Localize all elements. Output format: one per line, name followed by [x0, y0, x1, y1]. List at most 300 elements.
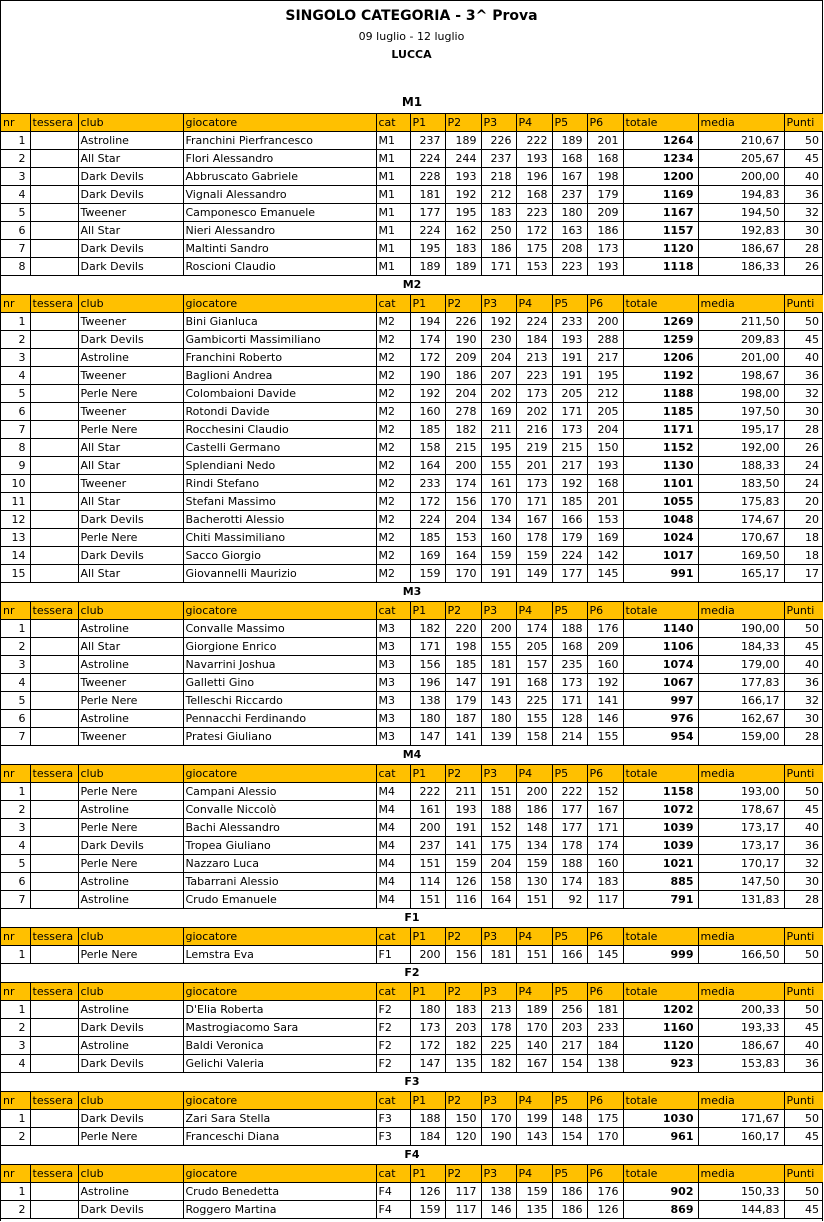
- cell-media: 211,50: [698, 313, 784, 331]
- category-title: F1: [1, 909, 823, 928]
- column-header-p1: P1: [410, 1165, 445, 1183]
- cell-totale: 1167: [623, 204, 698, 222]
- cell-tessera: [30, 855, 78, 873]
- cell-giocatore: Crudo Benedetta: [183, 1183, 376, 1201]
- table-row: [1, 529, 823, 547]
- cell-punti: 45: [784, 1019, 823, 1037]
- cell-totale: 1158: [623, 783, 698, 801]
- cell-p6: 117: [587, 891, 623, 909]
- cell-p3: 186: [481, 240, 516, 258]
- cell-nr: 7: [1, 421, 30, 439]
- cell-p4: 157: [516, 656, 552, 674]
- cell-p5: 171: [552, 692, 587, 710]
- cell-club: Perle Nere: [78, 946, 183, 964]
- cell-media: 165,17: [698, 565, 784, 583]
- cell-club: Perle Nere: [78, 855, 183, 873]
- cell-giocatore: D'Elia Roberta: [183, 1001, 376, 1019]
- cell-media: 162,67: [698, 710, 784, 728]
- column-header-media: media: [698, 1092, 784, 1110]
- column-header-p1: P1: [410, 114, 445, 132]
- cell-p1: 200: [410, 819, 445, 837]
- cell-tessera: [30, 511, 78, 529]
- column-header-p1: P1: [410, 295, 445, 313]
- cell-nr: 11: [1, 493, 30, 511]
- table-row: [1, 132, 823, 150]
- cell-nr: 3: [1, 1037, 30, 1055]
- cell-p2: 186: [445, 367, 481, 385]
- cell-p1: 189: [410, 258, 445, 276]
- cell-media: 177,83: [698, 674, 784, 692]
- cell-giocatore: Bacherotti Alessio: [183, 511, 376, 529]
- cell-nr: 1: [1, 946, 30, 964]
- cell-p6: 181: [587, 1001, 623, 1019]
- cell-p1: 138: [410, 692, 445, 710]
- cell-cat: M2: [376, 367, 410, 385]
- cell-p3: 207: [481, 367, 516, 385]
- cell-p2: 141: [445, 728, 481, 746]
- cell-nr: 2: [1, 1019, 30, 1037]
- table-row: [1, 728, 823, 746]
- cell-p1: 161: [410, 801, 445, 819]
- column-header-nr: nr: [1, 928, 30, 946]
- cell-cat: F2: [376, 1019, 410, 1037]
- cell-p6: 193: [587, 457, 623, 475]
- cell-totale: 1269: [623, 313, 698, 331]
- cell-p4: 193: [516, 150, 552, 168]
- cell-media: 174,67: [698, 511, 784, 529]
- cell-nr: 3: [1, 168, 30, 186]
- cell-nr: 14: [1, 547, 30, 565]
- cell-tessera: [30, 1110, 78, 1128]
- cell-club: Dark Devils: [78, 240, 183, 258]
- cell-club: Astroline: [78, 656, 183, 674]
- cell-p1: 159: [410, 1201, 445, 1219]
- cell-tessera: [30, 240, 78, 258]
- document-title: SINGOLO CATEGORIA - 3^ Prova: [285, 8, 538, 24]
- column-header-p6: P6: [587, 983, 623, 1001]
- cell-punti: 26: [784, 258, 823, 276]
- cell-cat: F3: [376, 1110, 410, 1128]
- cell-p2: 200: [445, 457, 481, 475]
- column-header-media: media: [698, 765, 784, 783]
- table-row: [1, 638, 823, 656]
- cell-punti: 32: [784, 855, 823, 873]
- cell-totale: 1030: [623, 1110, 698, 1128]
- cell-p6: 160: [587, 656, 623, 674]
- column-header-p2: P2: [445, 1092, 481, 1110]
- cell-p3: 161: [481, 475, 516, 493]
- cell-p1: 185: [410, 529, 445, 547]
- cell-p3: 230: [481, 331, 516, 349]
- cell-p2: 278: [445, 403, 481, 421]
- cell-p3: 191: [481, 565, 516, 583]
- column-header-cat: cat: [376, 765, 410, 783]
- cell-giocatore: Convalle Niccolò: [183, 801, 376, 819]
- table-row: [1, 547, 823, 565]
- cell-p6: 179: [587, 186, 623, 204]
- cell-p3: 213: [481, 1001, 516, 1019]
- cell-totale: 991: [623, 565, 698, 583]
- cell-nr: 6: [1, 873, 30, 891]
- cell-club: Perle Nere: [78, 529, 183, 547]
- cell-p4: 151: [516, 946, 552, 964]
- column-header-p1: P1: [410, 602, 445, 620]
- table-row: [1, 313, 823, 331]
- cell-media: 170,67: [698, 529, 784, 547]
- category-title-row: [1, 746, 823, 765]
- category-title-row: [1, 276, 823, 295]
- column-header-giocatore: giocatore: [183, 983, 376, 1001]
- cell-p4: 186: [516, 801, 552, 819]
- cell-p6: 145: [587, 946, 623, 964]
- cell-giocatore: Rotondi Davide: [183, 403, 376, 421]
- cell-punti: 32: [784, 204, 823, 222]
- cell-giocatore: Castelli Germano: [183, 439, 376, 457]
- cell-p1: 147: [410, 728, 445, 746]
- cell-cat: F4: [376, 1183, 410, 1201]
- cell-p4: 216: [516, 421, 552, 439]
- cell-club: Perle Nere: [78, 692, 183, 710]
- cell-club: Astroline: [78, 1037, 183, 1055]
- cell-p1: 172: [410, 493, 445, 511]
- cell-p2: 116: [445, 891, 481, 909]
- cell-nr: 4: [1, 186, 30, 204]
- column-header-p5: P5: [552, 928, 587, 946]
- column-header-p4: P4: [516, 1092, 552, 1110]
- column-header-p5: P5: [552, 765, 587, 783]
- cell-giocatore: Sacco Giorgio: [183, 547, 376, 565]
- cell-p4: 135: [516, 1201, 552, 1219]
- cell-punti: 40: [784, 349, 823, 367]
- cell-p6: 176: [587, 620, 623, 638]
- cell-p1: 194: [410, 313, 445, 331]
- cell-cat: M4: [376, 819, 410, 837]
- cell-punti: 18: [784, 529, 823, 547]
- table-row: [1, 1183, 823, 1201]
- cell-p3: 237: [481, 150, 516, 168]
- column-header-p6: P6: [587, 114, 623, 132]
- column-header-tessera: tessera: [30, 928, 78, 946]
- cell-tessera: [30, 801, 78, 819]
- cell-punti: 24: [784, 475, 823, 493]
- cell-p2: 195: [445, 204, 481, 222]
- cell-giocatore: Colombaioni Davide: [183, 385, 376, 403]
- cell-nr: 1: [1, 313, 30, 331]
- cell-cat: M2: [376, 457, 410, 475]
- cell-media: 200,33: [698, 1001, 784, 1019]
- results-table: [1, 91, 823, 1219]
- cell-cat: M2: [376, 421, 410, 439]
- cell-p1: 190: [410, 367, 445, 385]
- cell-p2: 193: [445, 168, 481, 186]
- cell-media: 179,00: [698, 656, 784, 674]
- cell-p3: 159: [481, 547, 516, 565]
- cell-punti: 30: [784, 403, 823, 421]
- cell-punti: 28: [784, 728, 823, 746]
- cell-totale: 1171: [623, 421, 698, 439]
- cell-totale: 1074: [623, 656, 698, 674]
- cell-cat: M2: [376, 565, 410, 583]
- cell-p4: 213: [516, 349, 552, 367]
- cell-totale: 791: [623, 891, 698, 909]
- cell-p2: 244: [445, 150, 481, 168]
- cell-totale: 1130: [623, 457, 698, 475]
- cell-p5: 148: [552, 1110, 587, 1128]
- cell-p5: 154: [552, 1128, 587, 1146]
- cell-nr: 6: [1, 222, 30, 240]
- cell-club: All Star: [78, 565, 183, 583]
- cell-p6: 160: [587, 855, 623, 873]
- cell-p2: 182: [445, 421, 481, 439]
- cell-p1: 196: [410, 674, 445, 692]
- column-header-media: media: [698, 295, 784, 313]
- cell-totale: 1202: [623, 1001, 698, 1019]
- table-row: [1, 692, 823, 710]
- cell-giocatore: Baglioni Andrea: [183, 367, 376, 385]
- cell-p5: 191: [552, 349, 587, 367]
- cell-p6: 146: [587, 710, 623, 728]
- cell-nr: 7: [1, 891, 30, 909]
- cell-p5: 186: [552, 1183, 587, 1201]
- cell-giocatore: Pratesi Giuliano: [183, 728, 376, 746]
- column-header-totale: totale: [623, 1092, 698, 1110]
- cell-p5: 177: [552, 801, 587, 819]
- cell-p4: 148: [516, 819, 552, 837]
- cell-p5: 217: [552, 457, 587, 475]
- cell-p4: 159: [516, 855, 552, 873]
- column-header-p5: P5: [552, 602, 587, 620]
- cell-club: Perle Nere: [78, 1128, 183, 1146]
- cell-club: Dark Devils: [78, 1055, 183, 1073]
- cell-giocatore: Gelichi Valeria: [183, 1055, 376, 1073]
- cell-nr: 2: [1, 1201, 30, 1219]
- cell-p1: 173: [410, 1019, 445, 1037]
- cell-club: Dark Devils: [78, 837, 183, 855]
- cell-nr: 5: [1, 692, 30, 710]
- cell-totale: 1048: [623, 511, 698, 529]
- cell-p4: 153: [516, 258, 552, 276]
- cell-p3: 175: [481, 837, 516, 855]
- cell-media: 205,67: [698, 150, 784, 168]
- cell-p3: 155: [481, 457, 516, 475]
- cell-p1: 224: [410, 222, 445, 240]
- cell-p6: 152: [587, 783, 623, 801]
- cell-p2: 193: [445, 801, 481, 819]
- cell-totale: 1140: [623, 620, 698, 638]
- cell-totale: 997: [623, 692, 698, 710]
- cell-p2: 170: [445, 565, 481, 583]
- cell-p3: 200: [481, 620, 516, 638]
- cell-giocatore: Nazzaro Luca: [183, 855, 376, 873]
- category-title: F3: [1, 1073, 823, 1092]
- cell-media: 173,17: [698, 819, 784, 837]
- cell-p1: 151: [410, 891, 445, 909]
- event-city: LUCCA: [391, 48, 432, 61]
- cell-p6: 155: [587, 728, 623, 746]
- cell-giocatore: Rocchesini Claudio: [183, 421, 376, 439]
- cell-punti: 50: [784, 620, 823, 638]
- table-row: [1, 1055, 823, 1073]
- cell-totale: 1264: [623, 132, 698, 150]
- cell-p2: 153: [445, 529, 481, 547]
- table-row: [1, 457, 823, 475]
- cell-p3: 183: [481, 204, 516, 222]
- cell-tessera: [30, 1019, 78, 1037]
- cell-p6: 173: [587, 240, 623, 258]
- cell-p5: 154: [552, 1055, 587, 1073]
- column-header-club: club: [78, 1092, 183, 1110]
- cell-totale: 1234: [623, 150, 698, 168]
- cell-club: Astroline: [78, 132, 183, 150]
- cell-p5: 223: [552, 258, 587, 276]
- table-row: [1, 331, 823, 349]
- column-header-p4: P4: [516, 1165, 552, 1183]
- cell-p1: 147: [410, 1055, 445, 1073]
- cell-club: Tweener: [78, 367, 183, 385]
- cell-tessera: [30, 258, 78, 276]
- category-title: F4: [1, 1146, 823, 1165]
- cell-giocatore: Franchini Roberto: [183, 349, 376, 367]
- table-row: [1, 421, 823, 439]
- cell-tessera: [30, 638, 78, 656]
- cell-cat: F2: [376, 1037, 410, 1055]
- column-header-p1: P1: [410, 1092, 445, 1110]
- cell-cat: M2: [376, 493, 410, 511]
- cell-nr: 1: [1, 132, 30, 150]
- cell-tessera: [30, 1037, 78, 1055]
- cell-club: Tweener: [78, 204, 183, 222]
- cell-nr: 2: [1, 1128, 30, 1146]
- column-header-p4: P4: [516, 983, 552, 1001]
- column-header-p4: P4: [516, 114, 552, 132]
- cell-p3: 204: [481, 349, 516, 367]
- cell-tessera: [30, 132, 78, 150]
- table-row: [1, 801, 823, 819]
- cell-tessera: [30, 222, 78, 240]
- cell-p6: 150: [587, 439, 623, 457]
- cell-cat: M1: [376, 240, 410, 258]
- cell-tessera: [30, 728, 78, 746]
- cell-p4: 205: [516, 638, 552, 656]
- cell-media: 193,33: [698, 1019, 784, 1037]
- column-header-p3: P3: [481, 295, 516, 313]
- table-row: [1, 1201, 823, 1219]
- cell-p5: 173: [552, 421, 587, 439]
- cell-club: Perle Nere: [78, 385, 183, 403]
- cell-tessera: [30, 150, 78, 168]
- column-header-p2: P2: [445, 765, 481, 783]
- cell-media: 160,17: [698, 1128, 784, 1146]
- cell-media: 186,67: [698, 240, 784, 258]
- cell-p4: 130: [516, 873, 552, 891]
- cell-p6: 171: [587, 819, 623, 837]
- cell-p3: 204: [481, 855, 516, 873]
- cell-tessera: [30, 1201, 78, 1219]
- cell-tessera: [30, 313, 78, 331]
- cell-club: Perle Nere: [78, 783, 183, 801]
- cell-p4: 173: [516, 385, 552, 403]
- cell-totale: 1169: [623, 186, 698, 204]
- cell-giocatore: Campani Alessio: [183, 783, 376, 801]
- cell-p6: 183: [587, 873, 623, 891]
- cell-cat: M4: [376, 873, 410, 891]
- cell-tessera: [30, 837, 78, 855]
- table-row: [1, 150, 823, 168]
- cell-p5: 188: [552, 855, 587, 873]
- table-row: [1, 475, 823, 493]
- cell-club: Astroline: [78, 710, 183, 728]
- cell-punti: 50: [784, 1183, 823, 1201]
- cell-cat: M2: [376, 349, 410, 367]
- cell-media: 169,50: [698, 547, 784, 565]
- cell-p4: 219: [516, 439, 552, 457]
- table-row: [1, 620, 823, 638]
- cell-giocatore: Camponesco Emanuele: [183, 204, 376, 222]
- category-title: F2: [1, 964, 823, 983]
- column-header-giocatore: giocatore: [183, 928, 376, 946]
- cell-giocatore: Franchini Pierfrancesco: [183, 132, 376, 150]
- cell-p4: 168: [516, 186, 552, 204]
- cell-giocatore: Flori Alessandro: [183, 150, 376, 168]
- cell-giocatore: Maltinti Sandro: [183, 240, 376, 258]
- column-header-punti: Punti: [784, 1092, 823, 1110]
- cell-cat: M4: [376, 837, 410, 855]
- cell-p2: 117: [445, 1201, 481, 1219]
- column-header-punti: Punti: [784, 602, 823, 620]
- cell-giocatore: Roscioni Claudio: [183, 258, 376, 276]
- cell-p6: 176: [587, 1183, 623, 1201]
- cell-p5: 222: [552, 783, 587, 801]
- cell-media: 198,67: [698, 367, 784, 385]
- cell-p1: 228: [410, 168, 445, 186]
- cell-p5: 191: [552, 367, 587, 385]
- cell-p2: 126: [445, 873, 481, 891]
- cell-club: Tweener: [78, 403, 183, 421]
- column-header-cat: cat: [376, 1092, 410, 1110]
- column-header-p1: P1: [410, 928, 445, 946]
- cell-p4: 201: [516, 457, 552, 475]
- cell-media: 194,83: [698, 186, 784, 204]
- cell-totale: 1157: [623, 222, 698, 240]
- cell-tessera: [30, 421, 78, 439]
- column-header-totale: totale: [623, 1165, 698, 1183]
- cell-p2: 174: [445, 475, 481, 493]
- cell-p6: 193: [587, 258, 623, 276]
- cell-p4: 184: [516, 331, 552, 349]
- cell-p3: 164: [481, 891, 516, 909]
- cell-giocatore: Galletti Gino: [183, 674, 376, 692]
- cell-tessera: [30, 692, 78, 710]
- cell-club: Tweener: [78, 674, 183, 692]
- cell-media: 183,50: [698, 475, 784, 493]
- cell-p4: 167: [516, 1055, 552, 1073]
- category-title: M3: [1, 583, 823, 602]
- cell-p1: 177: [410, 204, 445, 222]
- cell-p3: 155: [481, 638, 516, 656]
- cell-p3: 152: [481, 819, 516, 837]
- cell-totale: 1067: [623, 674, 698, 692]
- cell-p4: 134: [516, 837, 552, 855]
- cell-p4: 140: [516, 1037, 552, 1055]
- cell-p1: 192: [410, 385, 445, 403]
- cell-club: All Star: [78, 457, 183, 475]
- table-row: [1, 349, 823, 367]
- cell-totale: 1160: [623, 1019, 698, 1037]
- cell-p5: 205: [552, 385, 587, 403]
- cell-tessera: [30, 403, 78, 421]
- column-header-giocatore: giocatore: [183, 1092, 376, 1110]
- table-row: [1, 946, 823, 964]
